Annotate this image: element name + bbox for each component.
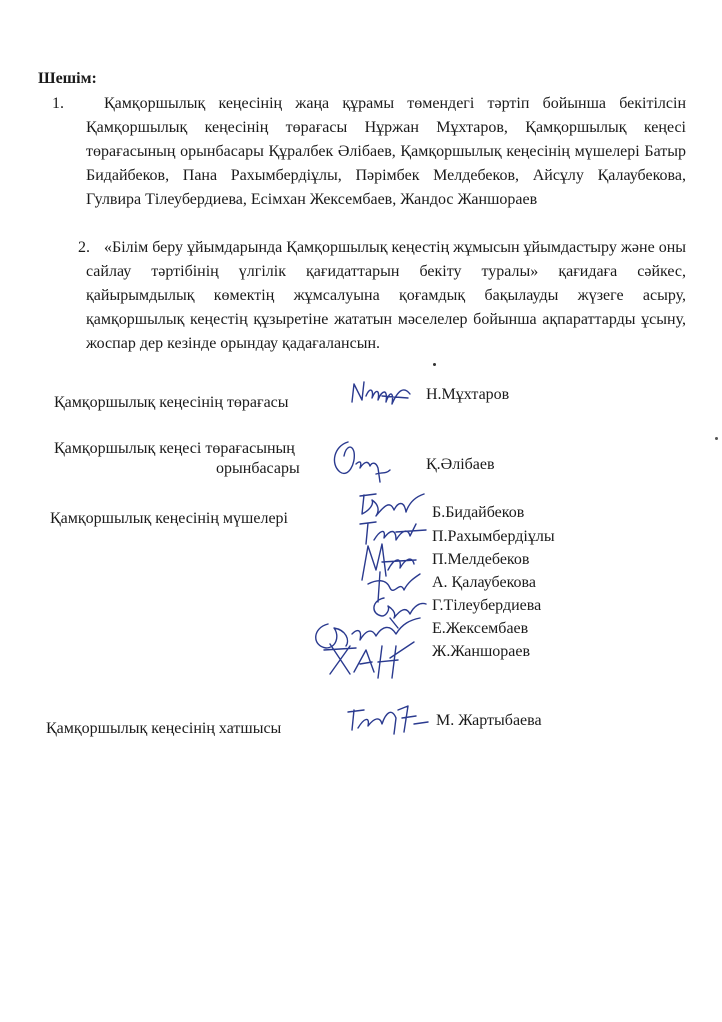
ink-mark [433, 363, 436, 366]
secretary-name: М. Жартыбаева [436, 712, 542, 729]
deputy-label-line1: Қамқоршылық кеңесі төрағасының [54, 440, 295, 457]
member-name: Г.Тілеубердиева [432, 597, 542, 614]
deputy-label-line2: орынбасары [216, 460, 300, 477]
member-name: П.Рахымбердіұлы [432, 528, 555, 545]
item-text: «Білім беру ұйымдарында Қамқоршылық кеңестің жұмысын ұйымдастыру және оны сайлау тәртібінің үлгілік қағидаттарын бекіту туралы» қағидаға сәйкес, қайырымдылық көмектің жұмсалуына қоғамдық бақылауды жүзеге асыру, қамқоршылық кеңестің құзыретіне жататын мәселелер бойынша ақпараттарды ұсыну, жоспар дер кезінде орындау қадағалансын. [86, 239, 686, 352]
members-label: Қамқоршылық кеңесінің мүшелері [50, 510, 288, 527]
chair-signature [348, 376, 418, 415]
member-name: П.Мелдебеков [432, 551, 530, 568]
scan-mark [715, 437, 718, 440]
deputy-signature [326, 434, 396, 491]
secretary-label: Қамқоршылық кеңесінің хатшысы [46, 720, 282, 737]
item-text: Қамқоршылық кеңесінің жаңа құрамы төмендегі тәртіп бойынша бекітілсін Қамқоршылық кеңесінің төрағасы Нұржан Мұхтаров, Қамқоршылық кеңесі төрағасының орынбасары Құралбек Әлібаев, Қамқоршылық кеңесінің мүшелері Батыр Бидайбеков, Пана Рахымбердіұлы, Пәрімбек Мелдебеков, Айсұлу Қалаубекова, Гулвира Тілеубердиева, Есімхан Жексембаев, Жандос Жаншораев [86, 95, 686, 208]
member-name: Ж.Жаншораев [432, 643, 531, 660]
chair-label: Қамқоршылық кеңесінің төрағасы [54, 394, 289, 411]
decision-item-1 [52, 92, 686, 212]
item-number: 2. [78, 239, 90, 256]
member-signature-7 [320, 638, 420, 687]
decision-heading: Шешім: [38, 70, 97, 87]
member-name: Е.Жексембаев [432, 620, 529, 637]
chair-name: Н.Мұхтаров [426, 386, 510, 403]
item-number: 1. [52, 95, 64, 112]
secretary-signature [342, 698, 432, 743]
deputy-name: Қ.Әлібаев [426, 456, 495, 473]
decision-item-2 [78, 236, 686, 356]
member-name: А. Қалаубекова [432, 574, 536, 591]
member-name: Б.Бидайбеков [432, 504, 525, 521]
